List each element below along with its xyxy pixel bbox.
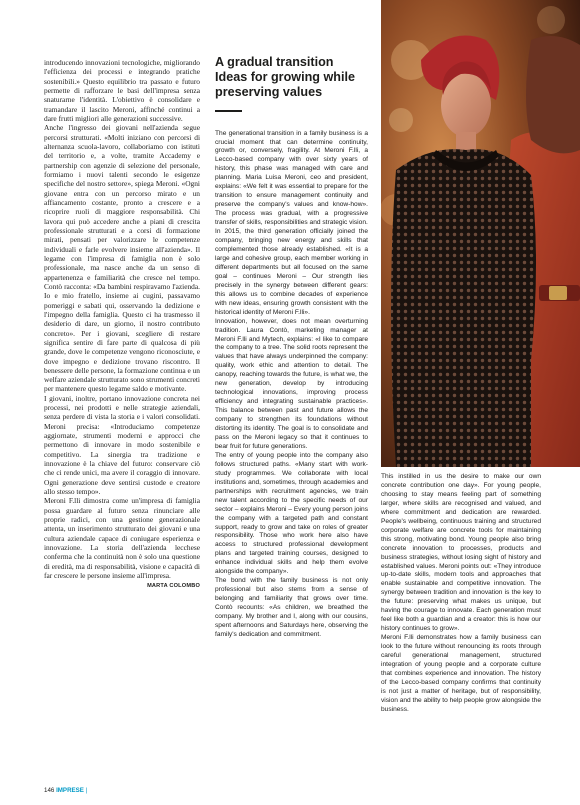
page-number: 146 <box>44 787 55 794</box>
paragraph: I giovani, inoltre, portano innovazione concreta nei processi, nei prodotti e nelle strategie aziendali, senza perdere di vista la storia e i valori consolidati. Meroni precisa: «Introduciamo competenze aggiornate, strumenti moderni e approcci che permettono di innovare in modo sostenibile e competitivo. La sinergia tra tradizione e innovazione è la chiave del futuro: conservare ciò che ci rende unici, ma avere il coraggio di innovare. Ogni generazione deve sentirsi custode e creatore allo stesso tempo». <box>44 393 200 497</box>
italian-article-text <box>44 58 200 580</box>
english-article-text <box>215 130 368 640</box>
title-rule <box>215 110 242 112</box>
footer-separator: | <box>85 787 88 794</box>
author-name: MARTA COLOMBO <box>147 583 200 590</box>
paragraph: Innovation, however, does not mean overturning tradition. Laura Contò, marketing manager at Meroni F.lli and Mytech, explains: «I like to compare the company to a tree. The solid roots represent the values that have always underpinned the company: quality, work ethic and attention to detail. The canopy, reaching towards the future, is what we, the new generation, develop by introducing technological innovations, improving process efficiency and integrating sustainable practices». This balance between past and future allows the company to strengthen its foundations without distorting its identity. The goal is to consolidate and pass on the Meroni legacy so that it continues to bear fruit for future generations. <box>215 317 368 450</box>
page-footer <box>44 787 87 794</box>
english-article-column <box>215 55 368 640</box>
paragraph: The generational transition in a family business is a crucial moment that can determine continuity, growth or, conversely, fragility. At Meroni F.lli, a Lecco-based company with over sixty years of history, this phase was managed with care and planning. Maria Luisa Meroni, ceo and president, explains: «We felt it was essential to prepare for the transition to ensure management continuity and preserve the company's values and know-how». The process was gradual, with a progressive transfer of skills, responsibilities and strategic vision. <box>215 129 368 227</box>
magazine-name: IMPRESE <box>56 787 84 794</box>
italian-article-column <box>44 58 200 589</box>
paragraph: The entry of young people into the company also follows structured paths. «Many start with work-study programmes. We collaborate with local institutions and, sometimes, through academies and partnerships with recruitment agencies, we train new talent according to the specific needs of our sector – explains Meroni – Every young person joins the company with a targeted path and constant support, ready to grow and take on roles of greater responsibility. Those who work here also have access to structured professional development plans and targeted training courses, designed to enhance individual skills and help them evolve alongside the company». <box>215 451 368 576</box>
paragraph: In 2015, the third generation officially joined the company, bringing new energy and skills that complemented those already established. «It is a large and cohesive group, each member working in different departments but all focused on the same goal – continues Meroni – Our strength lies precisely in the synergy between different gears: this allows us to combine decades of experience with new ideas, ensuring growth consistent with the historical identity of Meroni F.lli». <box>215 228 368 316</box>
paragraph: Meroni F.lli dimostra come un'impresa di famiglia possa guardare al futuro senza rinunciare alle proprie radici, con una gestione generazionale attenta, un inserimento strutturato dei giovani e una cultura aziendale capace di coniugare esperienza e innovazione. La storia dell'azienda lecchese conferma che la continuità non è solo una questione di eredità, ma di responsabilità, visione e capacità di far crescere le persone insieme all'impresa. <box>44 496 200 581</box>
paragraph: introducendo innovazioni tecnologiche, migliorando l'efficienza dei processi e integrando pratiche sostenibili.» Questo equilibrio tra passato e futuro permette di rafforzare le basi dell'impresa senza snaturarne l'identità. L'obiettivo è consolidare e tramandare il lascito Meroni, affinché continui a dare frutti migliori alle generazioni successive. <box>44 58 200 123</box>
english-article-title: A gradual transition Ideas for growing while preserving values <box>215 55 355 99</box>
paragraph: Anche l'ingresso dei giovani nell'azienda segue percorsi strutturati. «Molti iniziano con percorsi di alternanza scuola-lavoro, collaboriamo con istituti del territorio e, a volte, tramite Accademy e partnership con agenzie di selezione del personale, formiamo i nuovi talenti secondo le esigenze specifiche del nostro settore», spiega Meroni. «Ogni giovane entra con un percorso mirato e un affiancamento costante, pronto a crescere e a ricoprire ruoli di maggiore responsabilità. Chi lavora qui può accedere anche a piani di crescita professionale strutturati e a corsi di formazione mirati, pensati per valorizzare le competenze individuali e farle evolvere insieme all'azienda». Il legame con l'impresa di famiglia non è solo professionale, ma nasce anche da un senso di appartenenza e familiarità che cresce nel tempo. Contò racconta: «Da bambini respiravamo l'azienda. Io e mio fratello, insieme ai cugini, passavamo pomeriggi e sabati qui, osservando la dedizione e l'impegno della famiglia. Questo ci ha trasmesso il desiderio di dare, un giorno, il nostro contributo concreto». Per i giovani, scegliere di restare significa sentire di fare parte di qualcosa di più grande, dove le competenze vengono riconosciute, e dove impegno e dedizione trovano riscontro. Il benessere delle persone, la formazione continua e un welfare aziendale strutturato sono strumenti concreti per mantenere questo legame saldo e motivante. <box>44 123 200 394</box>
paragraph: The bond with the family business is not only professional but also stems from a sense of belonging and familiarity that grows over time. Contò recounts: «As children, we breathed the company. My brother and I, along with our cousins, spent afternoons and Saturdays here, observing the family's dedication and commitment. <box>215 577 368 638</box>
english-continuation-text <box>381 473 541 715</box>
photo-two-women <box>381 0 580 467</box>
paragraph: Meroni F.lli demonstrates how a family business can look to the future without renouncing its roots through careful generational management, structured integration of young people and a corporate culture that combines experience and innovation. The history of the Lecco-based company confirms that continuity is not just a matter of heritage, but of responsibility, vision and the ability to help people grow alongside the business. <box>381 634 541 713</box>
paragraph: This instilled in us the desire to make our own concrete contribution one day». For young people, choosing to stay means feeling part of something larger, where skills are recognised and valued, and where commitment and dedication are rewarded. People's wellbeing, continuous training and structured corporate welfare are concrete tools for maintaining this strong, motivating bond. Young people also bring concrete innovation to processes, products and business strategies, without losing sight of history and established values. Meroni points out: «They introduce up-to-date skills, modern tools and approaches that enable sustainable and competitive innovation. The synergy between tradition and innovation is the key to the future: preserving what makes us unique, but having the courage to innovate. Each generation must feel like both a guardian and a creator: this is how our history continues to grow». <box>381 473 541 633</box>
english-article-continuation <box>381 473 541 715</box>
